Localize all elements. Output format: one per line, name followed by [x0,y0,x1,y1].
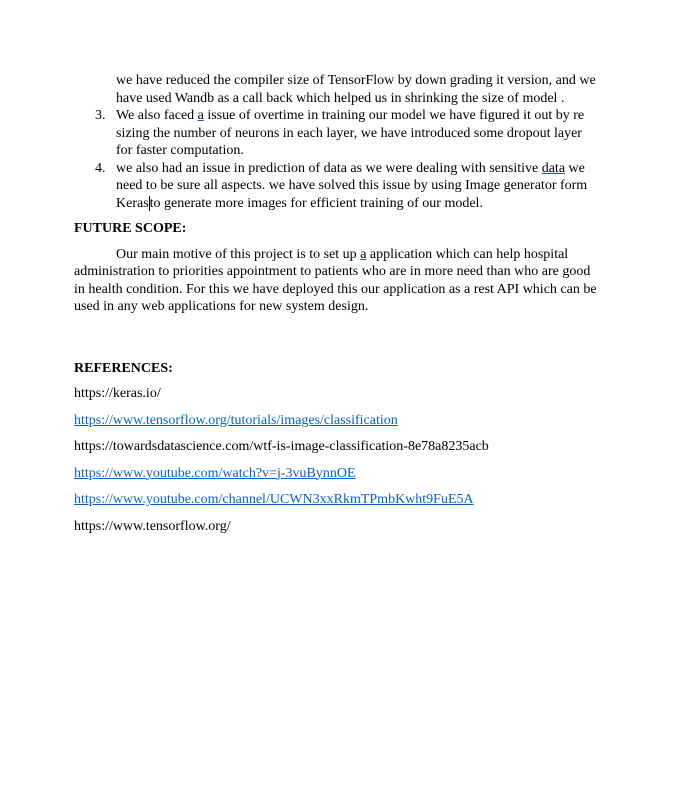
reference-item: https://towardsdatascience.com/wtf-is-image-classification-8e78a8235acb [74,439,489,454]
text-run: we need to be sure all aspects. we have solved this issue by using Image generator form Keras [116,160,588,211]
text-run: Our main motive of this project is to set up [116,246,361,262]
references-heading: REFERENCES: [74,360,173,376]
future-scope-paragraph [74,246,600,316]
reference-item: https://www.tensorflow.org/ [74,518,231,534]
future-scope-heading: FUTURE SCOPE: [74,221,187,236]
text-run: We also faced [116,108,198,123]
grammar-flag[interactable]: data [541,160,566,176]
grammar-flag[interactable]: a [197,108,204,123]
list-continuation-text: we have reduced the compiler size of TensorFlow by down grading it version, and we have used Wandb as a call back which helped us in shrinking the size of model . [116,73,596,106]
document-page [74,72,600,544]
text-run: issue of overtime in training our model we have figured it out by re sizing the number of neurons in each layer, we have introduced some dropout layer for faster computation. [116,108,585,158]
list-item-text [116,160,600,213]
grammar-flag[interactable]: a [360,246,367,262]
reference-link[interactable]: https://www.youtube.com/watch?v=j-3vuBynnOE [74,465,356,481]
reference-link[interactable]: https://www.tensorflow.org/tutorials/images/classification [74,412,398,428]
list-item-4 [74,160,600,213]
reference-item: https://keras.io/ [74,386,161,401]
list-number: 4. [95,160,106,176]
text-run: application which can help hospital administration to priorities appointment to patients who are in more need than who are good in health condition. For this we have deployed this our application as a rest API which can be used in any web applications for new system design. [74,246,597,314]
list-number: 3. [95,108,106,123]
references-list [74,385,600,535]
list-item-3 [74,107,600,160]
list-item-continuation [116,72,600,107]
blank-space [74,316,600,352]
text-run: to generate more images for efficient training of our model. [149,195,483,211]
reference-link[interactable]: https://www.youtube.com/channel/UCWN3xxRkmTPmbKwht9FuE5A [74,492,474,507]
list-item-text [116,107,600,160]
text-run: we also had an issue in prediction of data as we were dealing with sensitive [116,160,542,176]
